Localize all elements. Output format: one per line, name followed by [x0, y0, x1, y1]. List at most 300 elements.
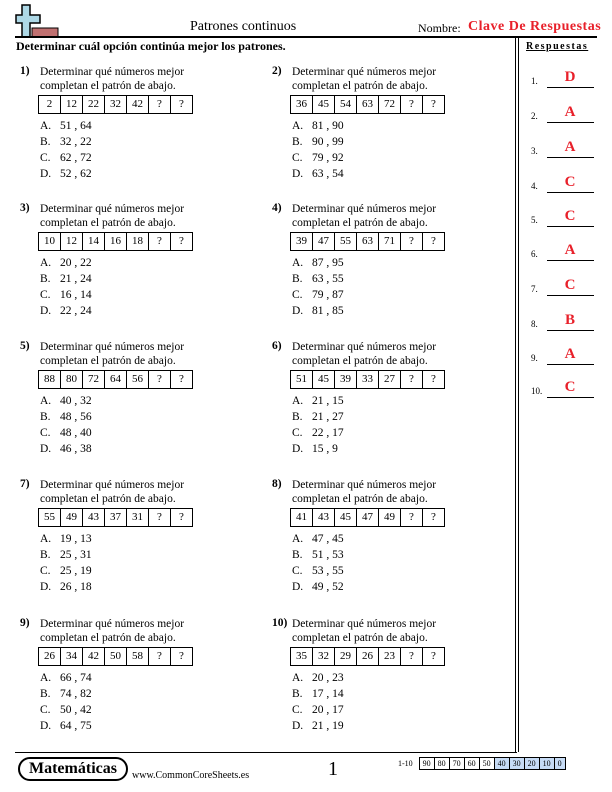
sequence-boxes — [38, 95, 193, 114]
question-line: Determinar qué números mejor — [40, 479, 185, 491]
answer-slot — [531, 276, 601, 296]
sequence-cell: 49 — [379, 509, 401, 526]
question-line: Determinar qué números mejor — [292, 341, 437, 353]
option[interactable] — [292, 441, 344, 457]
answer-line — [547, 397, 594, 398]
option-value: 48 , 56 — [60, 411, 92, 423]
question-line: Determinar qué números mejor — [40, 341, 185, 353]
sequence-cell: 26 — [357, 648, 379, 665]
sequence-cell: 63 — [357, 96, 379, 113]
column-divider — [515, 38, 516, 752]
option-letter: B. — [292, 549, 303, 561]
sequence-cell: 43 — [313, 509, 335, 526]
sequence-cell: 55 — [335, 233, 357, 250]
option-letter: D. — [40, 305, 52, 317]
score-cell: 20 — [525, 757, 540, 770]
answer-number: 6. — [531, 249, 538, 259]
option-value: 16 , 14 — [60, 289, 92, 301]
options — [40, 118, 92, 182]
option[interactable] — [40, 409, 92, 425]
option-value: 49 , 52 — [312, 581, 344, 593]
site-url: www.CommonCoreSheets.es — [132, 770, 250, 781]
option[interactable] — [40, 702, 92, 718]
sequence-cell: 27 — [379, 371, 401, 388]
sequence-cell: ? — [431, 650, 436, 662]
question-line: completan el patrón de abajo. — [292, 632, 428, 644]
sequence-cell: 71 — [379, 233, 401, 250]
option-value: 20 , 22 — [60, 257, 92, 269]
sequence-cell: 45 — [335, 509, 357, 526]
sequence-cell: 80 — [61, 371, 83, 388]
sequence-boxes — [290, 647, 445, 666]
answer-line — [547, 330, 594, 331]
option-letter: B. — [40, 549, 51, 561]
question-line: completan el patrón de abajo. — [40, 355, 176, 367]
option[interactable] — [292, 393, 344, 409]
problem-number: 4) — [272, 202, 282, 214]
option-letter: A. — [40, 257, 52, 269]
question-line: completan el patrón de abajo. — [40, 80, 176, 92]
sequence-cell: 35 — [291, 648, 313, 665]
sequence-cell: ? — [431, 98, 436, 110]
option[interactable] — [292, 150, 344, 166]
sequence-cell: 45 — [313, 371, 335, 388]
question-line: Determinar qué números mejor — [292, 479, 437, 491]
sequence-cell: ? — [149, 233, 171, 250]
option[interactable] — [40, 425, 92, 441]
option-value: 51 , 64 — [60, 120, 92, 132]
sequence-boxes — [290, 370, 445, 389]
sequence-cell: ? — [179, 650, 184, 662]
option[interactable] — [40, 579, 92, 595]
sequence-cell: ? — [401, 371, 423, 388]
option-value: 21 , 24 — [60, 273, 92, 285]
answers-heading: Respuestas — [526, 41, 589, 52]
sequence-cell: 64 — [105, 371, 127, 388]
option-value: 63 , 54 — [312, 168, 344, 180]
question-line: Determinar qué números mejor — [292, 203, 437, 215]
sequence-cell: 39 — [335, 371, 357, 388]
option-value: 22 , 24 — [60, 305, 92, 317]
sequence-cell: 2 — [39, 96, 61, 113]
answer-number: 4. — [531, 181, 538, 191]
sequence-cell: 51 — [291, 371, 313, 388]
answer-number: 8. — [531, 319, 538, 329]
option[interactable] — [40, 255, 92, 271]
problem-number: 9) — [20, 617, 30, 629]
answer-value: D — [564, 69, 576, 85]
option[interactable] — [40, 547, 92, 563]
option-value: 79 , 87 — [312, 289, 344, 301]
sequence-cell: 32 — [105, 96, 127, 113]
option-value: 20 , 17 — [312, 704, 344, 716]
question-line: Determinar qué números mejor — [40, 66, 185, 78]
score-cell: 90 — [419, 757, 435, 770]
option-letter: B. — [40, 411, 51, 423]
sequence-boxes — [290, 232, 445, 251]
option-value: 20 , 23 — [312, 672, 344, 684]
sequence-cell: 14 — [83, 233, 105, 250]
problem-number: 10) — [272, 617, 288, 629]
answer-number: 2. — [531, 111, 538, 121]
sequence-boxes — [38, 647, 193, 666]
option-letter: B. — [292, 273, 303, 285]
answer-line — [547, 260, 594, 261]
sequence-cell: 58 — [127, 648, 149, 665]
question-line: completan el patrón de abajo. — [292, 217, 428, 229]
option-value: 40 , 32 — [60, 395, 92, 407]
sequence-cell: 37 — [105, 509, 127, 526]
option[interactable] — [292, 547, 344, 563]
option-letter: A. — [40, 395, 52, 407]
options — [40, 670, 92, 734]
option-value: 51 , 53 — [312, 549, 344, 561]
answer-line — [547, 364, 594, 365]
option-value: 47 , 45 — [312, 533, 344, 545]
sequence-boxes — [38, 370, 193, 389]
option-value: 25 , 31 — [60, 549, 92, 561]
sequence-cell: 42 — [83, 648, 105, 665]
question — [40, 340, 184, 368]
option[interactable] — [40, 563, 92, 579]
option-value: 50 , 42 — [60, 704, 92, 716]
sequence-cell: 18 — [127, 233, 149, 250]
sequence-cell: ? — [149, 371, 171, 388]
option-letter: D. — [292, 168, 304, 180]
option-value: 66 , 74 — [60, 672, 92, 684]
option-letter: B. — [40, 273, 51, 285]
option-value: 79 , 92 — [312, 152, 344, 164]
logo-plus-icon — [15, 4, 59, 38]
option[interactable] — [40, 393, 92, 409]
sequence-cell: 23 — [379, 648, 401, 665]
option-letter: A. — [292, 533, 304, 545]
sequence-cell: 56 — [127, 371, 149, 388]
option[interactable] — [292, 118, 344, 134]
page-title: Patrones continuos — [190, 19, 297, 34]
sequence-cell: ? — [401, 509, 423, 526]
question-line: completan el patrón de abajo. — [40, 217, 176, 229]
option-value: 21 , 19 — [312, 720, 344, 732]
sequence-cell: 32 — [313, 648, 335, 665]
option-letter: A. — [40, 672, 52, 684]
option-letter: D. — [292, 581, 304, 593]
option[interactable] — [292, 718, 344, 734]
answer-slot — [531, 378, 601, 398]
sequence-cell: ? — [431, 511, 436, 523]
option-letter: C. — [40, 427, 51, 439]
option[interactable] — [40, 670, 92, 686]
score-cell: 0 — [555, 757, 566, 770]
answer-value: A — [564, 139, 576, 155]
question-line: Determinar qué números mejor — [40, 618, 185, 630]
option[interactable] — [292, 134, 344, 150]
option-value: 15 , 9 — [312, 443, 338, 455]
option-letter: B. — [40, 136, 51, 148]
sequence-cell: 41 — [291, 509, 313, 526]
option-letter: A. — [40, 533, 52, 545]
option[interactable] — [292, 287, 344, 303]
option[interactable] — [40, 166, 92, 182]
answer-line — [547, 122, 594, 123]
sequence-cell: ? — [401, 648, 423, 665]
answer-value: A — [564, 104, 576, 120]
score-cell: 40 — [495, 757, 510, 770]
question — [40, 65, 184, 93]
option[interactable] — [40, 303, 92, 319]
answer-value: C — [564, 277, 576, 293]
options — [40, 255, 92, 319]
options — [292, 531, 344, 595]
option[interactable] — [40, 718, 92, 734]
sequence-cell: ? — [149, 648, 171, 665]
problem-number: 6) — [272, 340, 282, 352]
sequence-cell: 54 — [335, 96, 357, 113]
sequence-cell: 39 — [291, 233, 313, 250]
sequence-cell: ? — [179, 235, 184, 247]
answer-line — [547, 226, 594, 227]
option[interactable] — [40, 287, 92, 303]
sequence-cell: ? — [401, 233, 423, 250]
option[interactable] — [40, 150, 92, 166]
option-letter: D. — [40, 720, 52, 732]
options — [292, 393, 344, 457]
sequence-cell: ? — [431, 235, 436, 247]
sequence-cell: 29 — [335, 648, 357, 665]
name-label: Nombre: — [418, 21, 461, 35]
options — [292, 670, 344, 734]
question-line: completan el patrón de abajo. — [292, 80, 428, 92]
score-cell: 80 — [435, 757, 450, 770]
problem-number: 2) — [272, 65, 282, 77]
option-value: 90 , 99 — [312, 136, 344, 148]
question — [292, 340, 436, 368]
option-letter: C. — [292, 427, 303, 439]
sequence-cell: 47 — [313, 233, 335, 250]
option-value: 19 , 13 — [60, 533, 92, 545]
sequence-cell: 31 — [127, 509, 149, 526]
sequence-cell: 47 — [357, 509, 379, 526]
answer-value: C — [564, 208, 576, 224]
sequence-cell: 12 — [61, 96, 83, 113]
option-value: 81 , 90 — [312, 120, 344, 132]
option[interactable] — [40, 134, 92, 150]
option-letter: A. — [292, 257, 304, 269]
option[interactable] — [292, 686, 344, 702]
header-divider — [15, 36, 597, 38]
answer-slot — [531, 207, 601, 227]
option[interactable] — [40, 686, 92, 702]
option-letter: C. — [292, 289, 303, 301]
option[interactable] — [292, 563, 344, 579]
sequence-cell: 12 — [61, 233, 83, 250]
option-value: 22 , 17 — [312, 427, 344, 439]
answer-slot — [531, 68, 601, 88]
option[interactable] — [292, 271, 344, 287]
answer-value: B — [564, 312, 575, 328]
sequence-cell: 88 — [39, 371, 61, 388]
option-letter: D. — [40, 168, 52, 180]
question — [292, 65, 436, 93]
name-value: Clave De Respuestas — [468, 19, 602, 34]
option-value: 25 , 19 — [60, 565, 92, 577]
question — [292, 617, 436, 645]
score-cell: 30 — [510, 757, 525, 770]
option-value: 52 , 62 — [60, 168, 92, 180]
option[interactable] — [292, 166, 344, 182]
option-letter: C. — [292, 565, 303, 577]
answer-value: A — [564, 242, 576, 258]
sequence-boxes — [38, 232, 193, 251]
option-letter: C. — [40, 152, 51, 164]
answer-number: 9. — [531, 353, 538, 363]
option[interactable] — [292, 303, 344, 319]
option-value: 21 , 27 — [312, 411, 344, 423]
option-letter: C. — [40, 289, 51, 301]
option-letter: A. — [292, 395, 304, 407]
answer-number: 5. — [531, 215, 538, 225]
question — [292, 202, 436, 230]
option-value: 21 , 15 — [312, 395, 344, 407]
sequence-cell: ? — [179, 373, 184, 385]
option-value: 53 , 55 — [312, 565, 344, 577]
options — [292, 255, 344, 319]
score-cell: 10 — [540, 757, 555, 770]
option-letter: D. — [40, 581, 52, 593]
option-letter: C. — [40, 704, 51, 716]
option[interactable] — [292, 409, 344, 425]
option[interactable] — [40, 531, 92, 547]
answer-slot — [531, 173, 601, 193]
sequence-cell: 42 — [127, 96, 149, 113]
answer-slot — [531, 311, 601, 331]
option[interactable] — [292, 670, 344, 686]
option-letter: C. — [292, 152, 303, 164]
option-letter: B. — [292, 411, 303, 423]
answer-line — [547, 157, 594, 158]
sequence-cell: 55 — [39, 509, 61, 526]
option-letter: D. — [292, 443, 304, 455]
sequence-cell: ? — [179, 98, 184, 110]
answer-value: C — [564, 174, 576, 190]
answer-slot — [531, 345, 601, 365]
options — [292, 118, 344, 182]
option-letter: C. — [40, 565, 51, 577]
sequence-cell: 43 — [83, 509, 105, 526]
sequence-cell: 63 — [357, 233, 379, 250]
sequence-cell: ? — [431, 373, 436, 385]
sequence-cell: 36 — [291, 96, 313, 113]
page-number: 1 — [328, 758, 338, 780]
answer-number: 1. — [531, 76, 538, 86]
option[interactable] — [40, 118, 92, 134]
option-value: 81 , 85 — [312, 305, 344, 317]
options — [40, 531, 92, 595]
option-value: 48 , 40 — [60, 427, 92, 439]
option-letter: A. — [292, 672, 304, 684]
answer-line — [547, 295, 594, 296]
problem-number: 5) — [20, 340, 30, 352]
question-line: Determinar qué números mejor — [292, 66, 437, 78]
answer-slot — [531, 103, 601, 123]
score-label: 1-10 — [398, 759, 413, 768]
column-divider — [518, 38, 519, 752]
option-value: 26 , 18 — [60, 581, 92, 593]
option-letter: D. — [40, 443, 52, 455]
sequence-boxes — [290, 508, 445, 527]
option[interactable] — [292, 702, 344, 718]
option-value: 46 , 38 — [60, 443, 92, 455]
sequence-cell: 22 — [83, 96, 105, 113]
question-line: Determinar qué números mejor — [292, 618, 437, 630]
answer-number: 3. — [531, 146, 538, 156]
instructions: Determinar cuál opción continúa mejor los patrones. — [16, 39, 286, 53]
option-letter: A. — [292, 120, 304, 132]
question — [40, 202, 184, 230]
sequence-cell: 72 — [379, 96, 401, 113]
question — [40, 478, 184, 506]
answer-line — [547, 87, 594, 88]
sequence-cell: 72 — [83, 371, 105, 388]
sequence-cell: 50 — [105, 648, 127, 665]
sequence-cell: 10 — [39, 233, 61, 250]
question — [40, 617, 184, 645]
option[interactable] — [40, 271, 92, 287]
sequence-cell: ? — [149, 96, 171, 113]
option-letter: C. — [292, 704, 303, 716]
question-line: completan el patrón de abajo. — [40, 493, 176, 505]
answer-number: 10. — [531, 386, 543, 396]
sequence-cell: 49 — [61, 509, 83, 526]
sequence-cell: ? — [179, 511, 184, 523]
question — [292, 478, 436, 506]
answer-line — [547, 192, 594, 193]
sequence-cell: 33 — [357, 371, 379, 388]
answer-value: A — [564, 346, 576, 362]
option[interactable] — [292, 425, 344, 441]
option-letter: B. — [292, 136, 303, 148]
answer-slot — [531, 138, 601, 158]
sequence-cell: ? — [149, 509, 171, 526]
answer-value: C — [564, 379, 576, 395]
option-value: 87 , 95 — [312, 257, 344, 269]
option[interactable] — [292, 579, 344, 595]
sequence-cell: 45 — [313, 96, 335, 113]
question-line: completan el patrón de abajo. — [40, 632, 176, 644]
score-cell: 60 — [465, 757, 480, 770]
option-value: 64 , 75 — [60, 720, 92, 732]
option-letter: A. — [40, 120, 52, 132]
option-letter: B. — [40, 688, 51, 700]
option-letter: D. — [292, 305, 304, 317]
score-cell: 70 — [450, 757, 465, 770]
option[interactable] — [40, 441, 92, 457]
problem-number: 3) — [20, 202, 30, 214]
option-letter: B. — [292, 688, 303, 700]
option-value: 62 , 72 — [60, 152, 92, 164]
sequence-cell: ? — [401, 96, 423, 113]
option[interactable] — [292, 531, 344, 547]
option-value: 17 , 14 — [312, 688, 344, 700]
sequence-boxes — [290, 95, 445, 114]
subject-logo: Matemáticas — [18, 757, 128, 781]
option-value: 32 , 22 — [60, 136, 92, 148]
option-value: 63 , 55 — [312, 273, 344, 285]
problem-number: 8) — [272, 478, 282, 490]
option-value: 74 , 82 — [60, 688, 92, 700]
option[interactable] — [292, 255, 344, 271]
footer-divider — [15, 752, 517, 753]
